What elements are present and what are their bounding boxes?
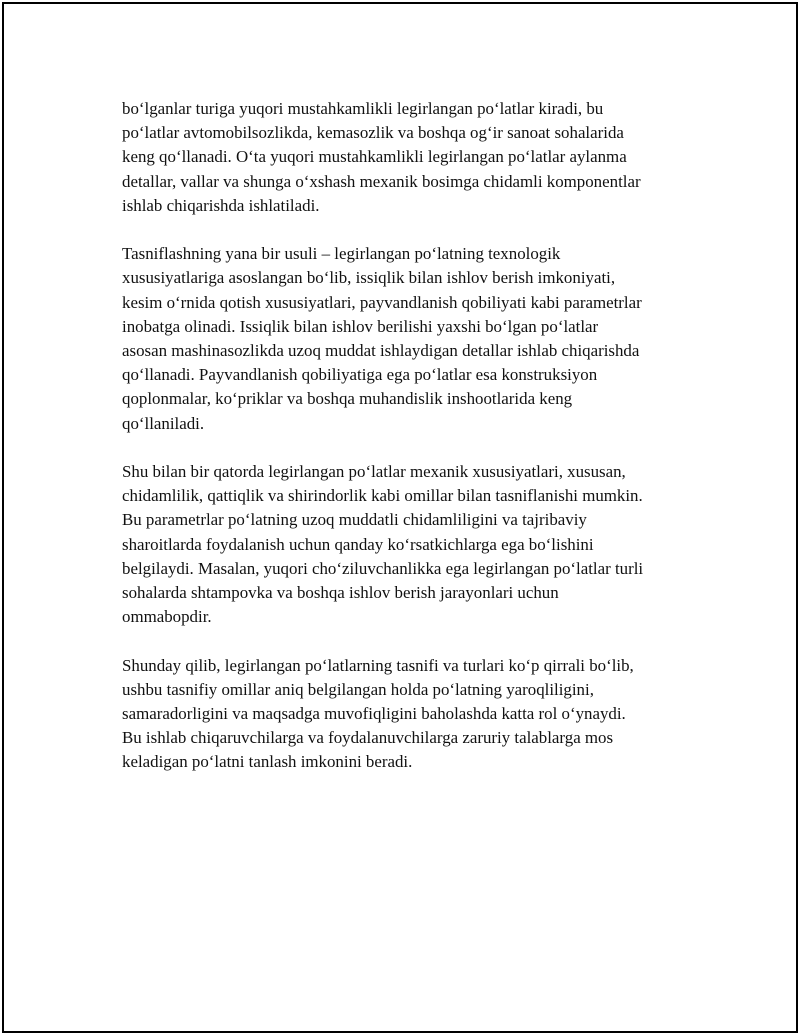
- text-line: sharoitlarda foydalanish uchun qanday ko‘rsatkichlarga ega bo‘lishini: [122, 534, 594, 554]
- text-line: qoplonmalar, ko‘priklar va boshqa muhandislik inshootlarida keng: [122, 389, 573, 409]
- text-line: Tasniflashning yana bir usuli – legirlangan po‘latning texnologik: [122, 244, 561, 264]
- text-line: ommabopdir.: [122, 607, 212, 627]
- text-line: kesim o‘rnida qotish xususiyatlari, payvandlanish qobiliyati kabi parametrlar: [122, 292, 642, 312]
- text-line: po‘latlar avtomobilsozlikda, kemasozlik va boshqa og‘ir sanoat sohalarida: [122, 123, 624, 143]
- paragraph-4: [122, 654, 702, 775]
- text-line: sohalarda shtampovka va boshqa ishlov berish jarayonlari uchun: [122, 583, 559, 603]
- text-line: belgilaydi. Masalan, yuqori cho‘ziluvchanlikka ega legirlangan po‘latlar turli: [122, 558, 644, 578]
- paragraph-1: [122, 97, 702, 218]
- text-line: inobatga olinadi. Issiqlik bilan ishlov berilishi yaxshi bo‘lgan po‘latlar: [122, 316, 599, 336]
- paragraph-2: [122, 242, 702, 436]
- text-line: qo‘llanadi. Payvandlanish qobiliyatiga ega po‘latlar esa konstruksiyon: [122, 365, 598, 385]
- text-line: chidamlilik, qattiqlik va shirindorlik kabi omillar bilan tasniflanishi mumkin.: [122, 486, 643, 506]
- text-line: ushbu tasnifiy omillar aniq belgilangan holda po‘latning yaroqliligini,: [122, 679, 594, 699]
- text-line: xususiyatlariga asoslangan bo‘lib, issiqlik bilan ishlov berish imkoniyati,: [122, 268, 616, 288]
- paragraph-3: [122, 460, 702, 629]
- text-line: keladigan po‘latni tanlash imkonini beradi.: [122, 752, 413, 772]
- text-line: Bu ishlab chiqaruvchilarga va foydalanuvchilarga zaruriy talablarga mos: [122, 728, 614, 748]
- text-line: detallar, vallar va shunga o‘xshash mexanik bosimga chidamli komponentlar: [122, 171, 641, 191]
- text-line: samaradorligini va maqsadga muvofiqligini baholashda katta rol o‘ynaydi.: [122, 704, 626, 724]
- text-line: Shu bilan bir qatorda legirlangan po‘latlar mexanik xususiyatlari, xususan,: [122, 462, 626, 482]
- text-line: qo‘llaniladi.: [122, 413, 205, 433]
- document-body: [122, 97, 702, 799]
- text-line: Bu parametrlar po‘latning uzoq muddatli chidamliligini va tajribaviy: [122, 510, 587, 530]
- text-line: asosan mashinasozlikda uzoq muddat ishlaydigan detallar ishlab chiqarishda: [122, 341, 640, 361]
- text-line: ishlab chiqarishda ishlatiladi.: [122, 195, 320, 215]
- text-line: keng qo‘llanadi. O‘ta yuqori mustahkamlikli legirlangan po‘latlar aylanma: [122, 147, 627, 167]
- document-page: [2, 2, 798, 1033]
- text-line: bo‘lganlar turiga yuqori mustahkamlikli legirlangan po‘latlar kiradi, bu: [122, 99, 604, 118]
- text-line: Shunday qilib, legirlangan po‘latlarning tasnifi va turlari ko‘p qirrali bo‘lib,: [122, 655, 634, 675]
